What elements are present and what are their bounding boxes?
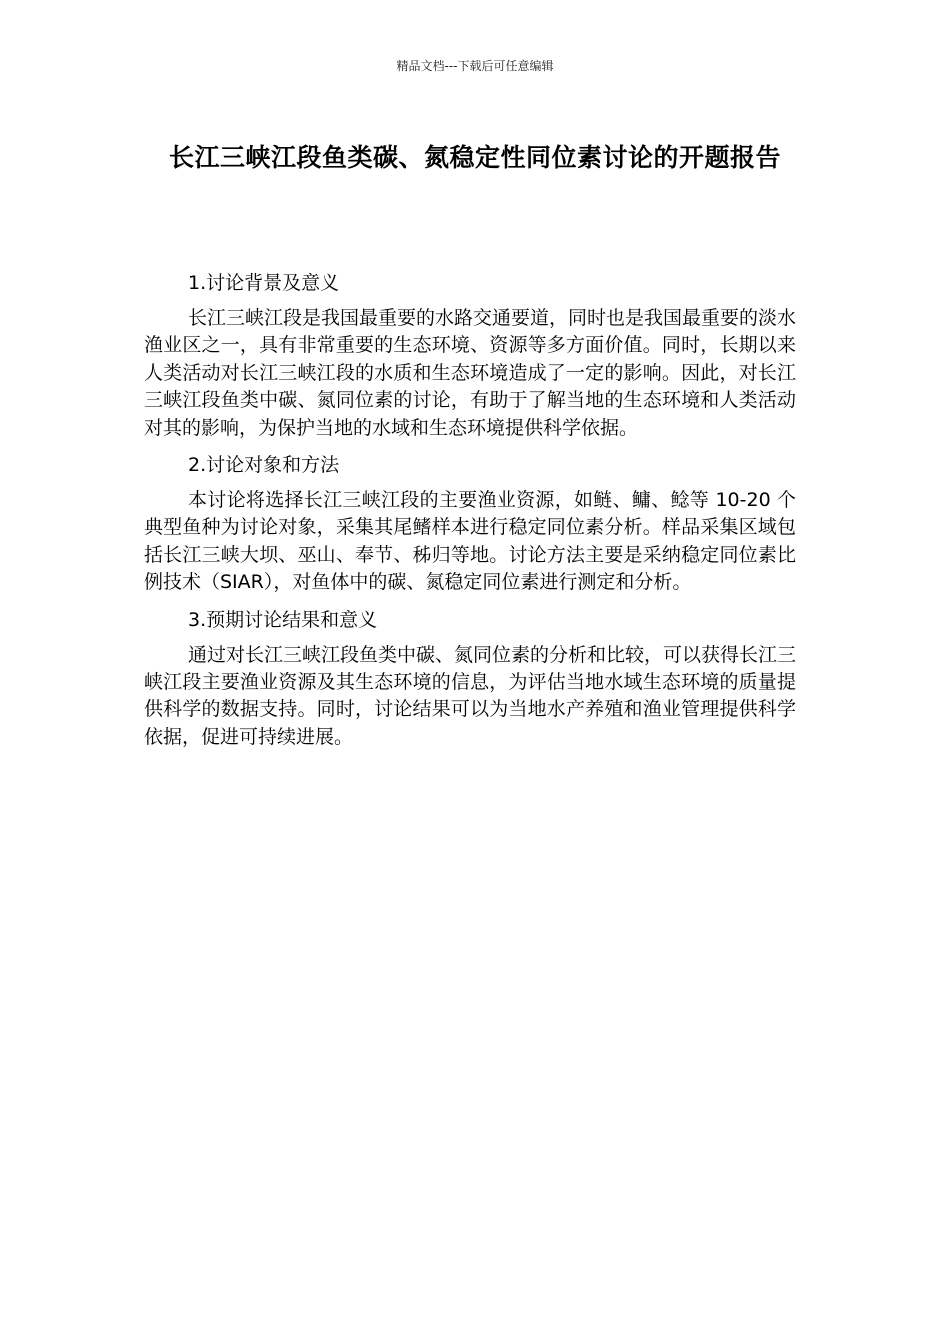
section-paragraph: 本讨论将选择长江三峡江段的主要渔业资源，如鲢、鳙、鲶等 10-20 个典型鱼种为讨论对象，采集其尾鳍样本进行稳定同位素分析。样品采集区域包括长江三峡大坝、巫山、奉节、秭归等地。讨论方法主要是采纳稳定同位素比例技术（SIAR），对鱼体中的碳、氮稳定同位素进行测定和分析。 (144, 489, 796, 594)
page-header: 精品文档---下载后可任意编辑 (396, 59, 554, 73)
section-heading: 3.预期讨论结果和意义 (188, 608, 378, 631)
section-heading: 2.讨论对象和方法 (188, 454, 340, 477)
section-paragraph: 通过对长江三峡江段鱼类中碳、氮同位素的分析和比较，可以获得长江三峡江段主要渔业资源及其生态环境的信息，为评估当地水域生态环境的质量提供科学的数据支持。同时，讨论结果可以为当地水产养殖和渔业管理提供科学依据，促进可持续进展。 (144, 643, 797, 748)
document-title: 长江三峡江段鱼类碳、氮稳定性同位素讨论的开题报告 (168, 143, 781, 172)
document-body (144, 270, 796, 761)
section-heading: 1.讨论背景及意义 (188, 272, 340, 294)
section-paragraph: 长江三峡江段是我国最重要的水路交通要道，同时也是我国最重要的淡水渔业区之一，具有非常重要的生态环境、资源等多方面价值。同时，长期以来人类活动对长江三峡江段的水质和生态环境造成了一定的影响。因此，对长江三峡江段鱼类中碳、氮同位素的讨论，有助于了解当地的生态环境和人类活动对其的影响，为保护当地的水域和生态环境提供科学依据。 (144, 307, 797, 439)
section-background (144, 270, 796, 442)
section-expected-results (144, 607, 796, 752)
section-subjects-methods (144, 452, 796, 597)
